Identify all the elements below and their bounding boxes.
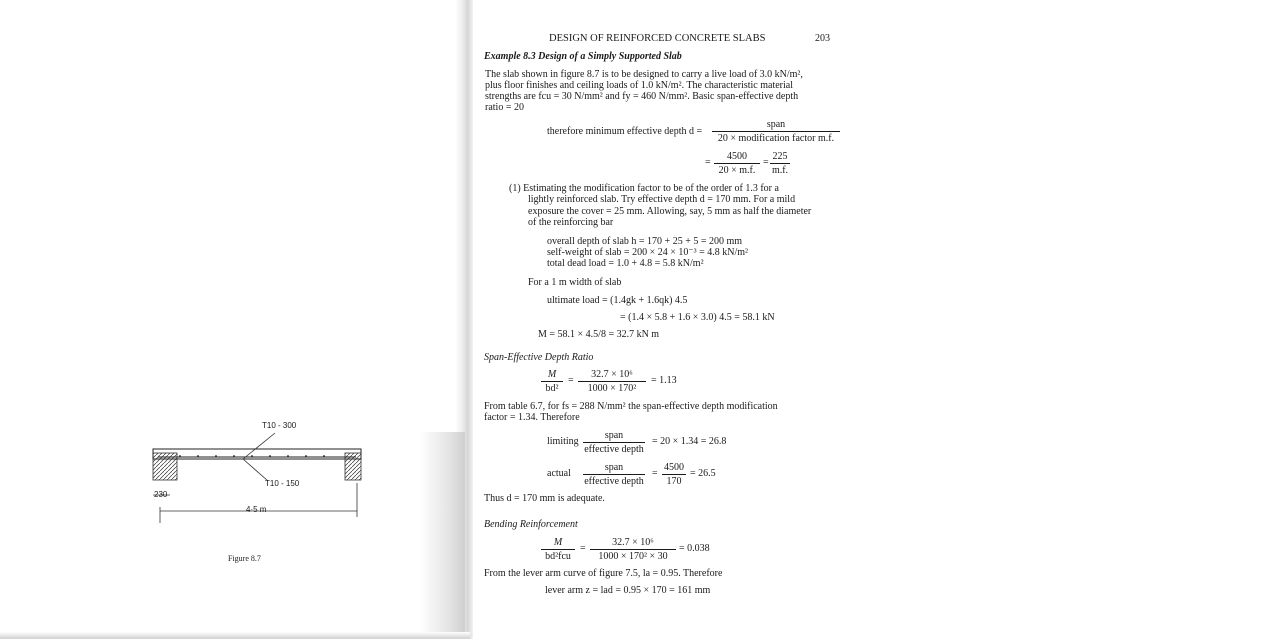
fraction-denominator: m.f. [771, 165, 789, 176]
equals-sign: = [580, 543, 586, 554]
from-table-line-2: factor = 1.34. Therefore [484, 412, 580, 423]
actual-label: actual [547, 468, 571, 479]
min-depth-fraction-3 [770, 151, 790, 176]
bending-rhs-fraction [590, 537, 676, 562]
actual-result: = 26.5 [690, 468, 716, 479]
equals-sign: = [763, 157, 769, 168]
fraction-denominator: effective depth [584, 444, 644, 455]
ultimate-load: ultimate load = (1.4gk + 1.6qk) 4.5 [547, 295, 688, 306]
lever-arm-text: From the lever arm curve of figure 7.5, la = 0.95. Therefore [484, 568, 723, 579]
fraction-numerator: 32.7 × 10⁶ [590, 537, 676, 550]
fraction-numerator: 4500 [714, 151, 760, 164]
step1-line-2: lightly reinforced slab. Try effective depth d = 170 mm. For a mild [528, 194, 796, 205]
bending-heading: Bending Reinforcement [484, 519, 578, 530]
moment-line: M = 58.1 × 4.5/8 = 32.7 kN m [538, 329, 660, 340]
fraction-numerator: M [541, 369, 563, 382]
label-top-bars: T10 - 300 [262, 421, 297, 430]
fraction-denominator: bd² [545, 383, 559, 394]
bending-lhs-fraction [541, 537, 575, 562]
min-depth-label: therefore minimum effective depth d = [547, 126, 703, 137]
load-line-3: total dead load = 1.0 + 4.8 = 5.8 kN/m² [547, 258, 704, 269]
intro-line-4: ratio = 20 [485, 102, 524, 113]
step1-line-3: exposure the cover = 25 mm. Allowing, say, 5 mm as half the diameter [528, 206, 812, 217]
ratio-result: = 1.13 [651, 375, 677, 386]
ultimate-load-result: = (1.4 × 5.8 + 1.6 × 3.0) 4.5 = 58.1 kN [620, 312, 775, 323]
label-span: 4·5 m [246, 505, 267, 514]
fraction-numerator: 32.7 × 10⁶ [578, 369, 646, 382]
figure-8-7 [140, 415, 370, 535]
actual-fraction-2 [662, 462, 686, 487]
label-support-width: 230 [154, 490, 168, 499]
load-line-2: self-weight of slab = 200 × 24 × 10⁻³ = 4.8 kN/m² [547, 247, 749, 258]
fraction-denominator: effective depth [584, 476, 644, 487]
limiting-result: = 20 × 1.34 = 26.8 [652, 436, 727, 447]
step1-line-4: of the reinforcing bar [528, 217, 614, 228]
lever-arm-equation: lever arm z = lad = 0.95 × 170 = 161 mm [545, 585, 711, 596]
span-ratio-heading: Span-Effective Depth Ratio [484, 352, 594, 363]
book-gutter-shadow-lower [420, 432, 465, 639]
fraction-numerator: 225 [770, 151, 790, 164]
load-line-1: overall depth of slab h = 170 + 25 + 5 = 200 mm [547, 236, 743, 247]
from-table-line-1: From table 6.7, for fs = 288 N/mm² the span-effective depth modification [484, 401, 778, 412]
fraction-denominator: 20 × modification factor m.f. [717, 133, 835, 144]
page-number: 203 [815, 33, 830, 44]
equals-sign: = [568, 375, 574, 386]
leader-line-bottom [243, 459, 268, 481]
page-header-title: DESIGN OF REINFORCED CONCRETE SLABS [549, 33, 766, 44]
equals-sign: = [652, 468, 658, 479]
actual-fraction [583, 462, 645, 487]
width-line: For a 1 m width of slab [528, 277, 622, 288]
thus-line: Thus d = 170 mm is adequate. [484, 493, 605, 504]
fraction-denominator: 20 × m.f. [718, 165, 756, 176]
fraction-numerator: span [583, 430, 645, 443]
ratio-lhs-fraction [541, 369, 563, 394]
min-depth-fraction-1 [712, 119, 840, 144]
fraction-numerator: span [583, 462, 645, 475]
intro-line-1: The slab shown in figure 8.7 is to be designed to carry a live load of 3.0 kN/m², [485, 69, 803, 80]
page-edge-shadow [0, 632, 470, 639]
example-title: Example 8.3 Design of a Simply Supported Slab [484, 51, 682, 62]
slab-diagram [140, 415, 370, 535]
ratio-rhs-fraction [578, 369, 646, 394]
step1-line-1: (1) Estimating the modification factor to be of the order of 1.3 for a [509, 183, 779, 194]
intro-line-2: plus floor finishes and ceiling loads of 1.0 kN/m². The characteristic material [485, 80, 794, 91]
leader-line-top [243, 433, 275, 459]
limiting-fraction [583, 430, 645, 455]
label-bottom-bars: T10 - 150 [265, 479, 300, 488]
fraction-denominator: 1000 × 170² [587, 383, 637, 394]
intro-line-3: strengths are fcu = 30 N/mm² and fy = 460 N/mm². Basic span-effective depth [485, 91, 799, 102]
limiting-label: limiting [547, 436, 579, 447]
fraction-denominator: 1000 × 170² × 30 [598, 551, 668, 562]
fraction-numerator: M [541, 537, 575, 550]
min-depth-fraction-2 [714, 151, 760, 176]
fraction-numerator: span [712, 119, 840, 132]
equals-sign: = [705, 157, 711, 168]
fraction-denominator: bd²fcu [545, 551, 571, 562]
fraction-denominator: 170 [666, 476, 682, 487]
figure-caption: Figure 8.7 [228, 554, 261, 563]
fraction-numerator: 4500 [664, 462, 684, 473]
bending-result: = 0.038 [679, 543, 710, 554]
